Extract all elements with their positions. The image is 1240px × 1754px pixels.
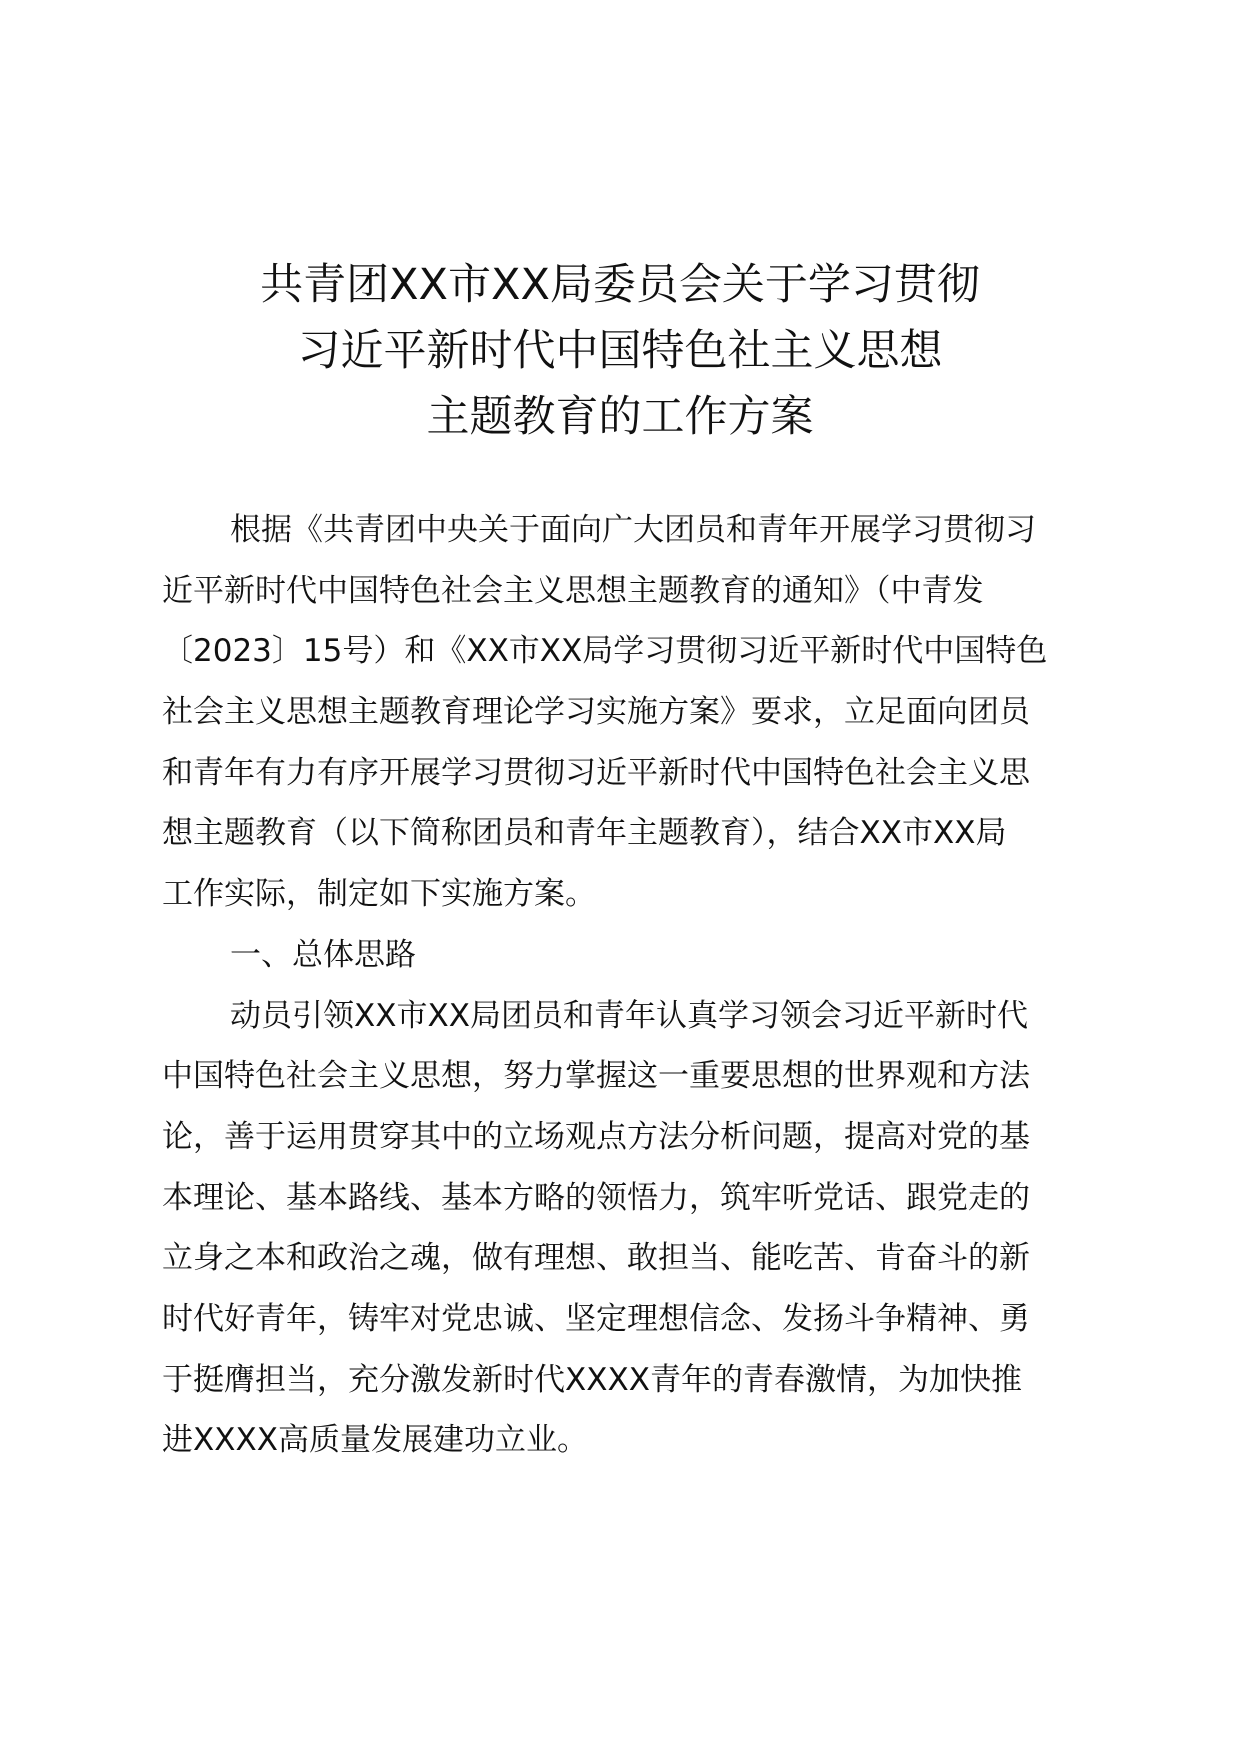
paragraph-line: 于挺膺担当，充分激发新时代XXXX青年的青春激情，为加快推	[162, 1361, 1022, 1398]
paragraph-line: 时代好青年，铸牢对党忠诚、坚定理想信念、发扬斗争精神、勇	[162, 1300, 1030, 1337]
paragraph-line: 工作实际，制定如下实施方案。	[162, 876, 596, 913]
title-line: 习近平新时代中国特色社主义思想	[297, 326, 943, 376]
paragraph-line: 想主题教育（以下简称团员和青年主题教育），结合XX市XX局	[162, 815, 1007, 852]
paragraph-line: 中国特色社会主义思想，努力掌握这一重要思想的世界观和方法	[162, 1058, 1030, 1095]
paragraph-line: 〔2023〕15号）和《XX市XX局学习贯彻习近平新时代中国特色	[162, 633, 1048, 670]
section-heading-overall-approach: 一、总体思路	[230, 936, 416, 973]
document-title	[0, 252, 1240, 450]
title-line: 共青团XX市XX局委员会关于学习贯彻	[260, 260, 980, 310]
paragraph-line: 和青年有力有序开展学习贯彻习近平新时代中国特色社会主义思	[162, 754, 1030, 791]
paragraph-line: 进XXXX高质量发展建功立业。	[162, 1422, 588, 1459]
paragraph-line: 社会主义思想主题教育理论学习实施方案》要求，立足面向团员	[162, 694, 1030, 731]
paragraph-overall-approach	[162, 986, 1122, 1472]
paragraph-line: 立身之本和政治之魂，做有理想、敢担当、能吃苦、肯奋斗的新	[162, 1240, 1030, 1277]
title-line: 主题教育的工作方案	[426, 392, 814, 442]
paragraph-line: 本理论、基本路线、基本方略的领悟力，筑牢听党话、跟党走的	[162, 1179, 1030, 1216]
document-body	[162, 500, 1122, 1471]
paragraph-line: 根据《共青团中央关于面向广大团员和青年开展学习贯彻习	[230, 512, 1036, 548]
paragraph-line: 近平新时代中国特色社会主义思想主题教育的通知》（中青发	[162, 572, 984, 609]
paragraph-line: 动员引领XX市XX局团员和青年认真学习领会习近平新时代	[230, 997, 1028, 1034]
paragraph-line: 论，善于运用贯穿其中的立场观点方法分析问题，提高对党的基	[162, 1118, 1030, 1155]
paragraph-basis	[162, 500, 1122, 925]
